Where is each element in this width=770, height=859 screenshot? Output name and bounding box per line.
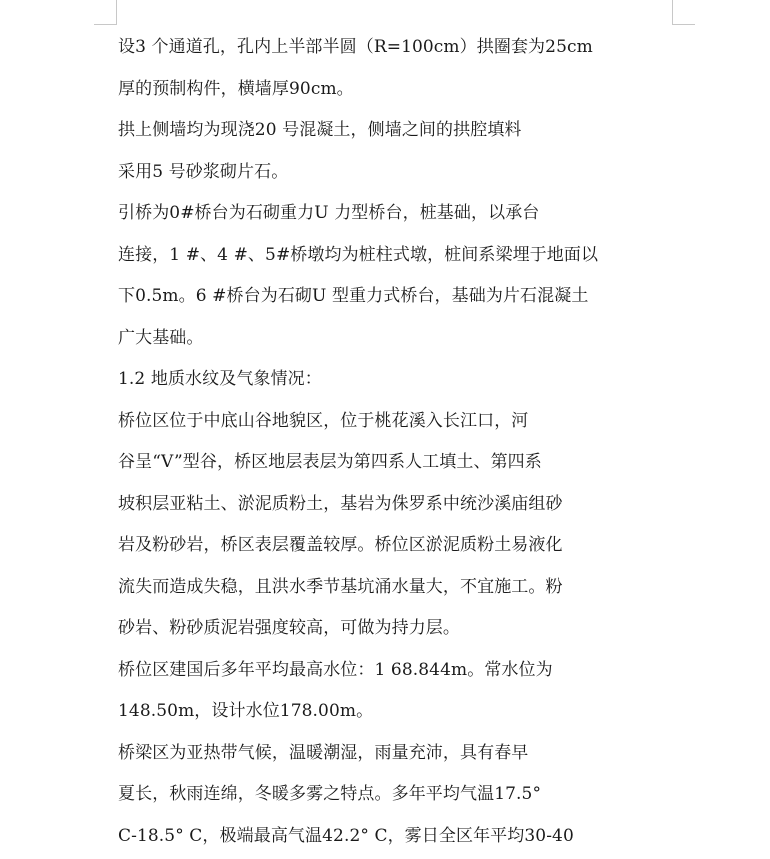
- text-line: 桥梁区为亚热带气候，温暖潮湿，雨量充沛，具有春早: [118, 735, 638, 777]
- text-line: 桥位区位于中底山谷地貌区，位于桃花溪入长江口，河: [118, 403, 638, 445]
- section-heading: 1.2 地质水纹及气象情况：: [118, 361, 638, 403]
- text-line: 桥位区建国后多年平均最高水位：1 68.844m。常水位为: [118, 652, 638, 694]
- crop-mark-top-left: [94, 0, 117, 25]
- crop-mark-top-right: [672, 0, 695, 25]
- text-line: C-18.5° C，极端最高气温42.2° C，雾日全区年平均30-40: [118, 818, 638, 859]
- text-line: 坡积层亚粘土、淤泥质粉土，基岩为侏罗系中统沙溪庙组砂: [118, 486, 638, 528]
- text-line: 拱上侧墙均为现浇20 号混凝土，侧墙之间的拱腔填料: [118, 112, 638, 154]
- text-line: 厚的预制构件，横墙厚90cm。: [118, 71, 638, 113]
- text-line: 广大基础。: [118, 320, 638, 362]
- document-body[interactable]: [118, 29, 638, 859]
- text-line: 下0.5m。6 #桥台为石砌U 型重力式桥台，基础为片石混凝土: [118, 278, 638, 320]
- text-line: 砂岩、粉砂质泥岩强度较高，可做为持力层。: [118, 610, 638, 652]
- text-line: 连接，1 #、4 #、5#桥墩均为桩柱式墩，桩间系梁埋于地面以: [118, 237, 638, 279]
- text-line: 夏长，秋雨连绵，冬暖多雾之特点。多年平均气温17.5°: [118, 776, 638, 818]
- text-line: 岩及粉砂岩，桥区表层覆盖较厚。桥位区淤泥质粉土易液化: [118, 527, 638, 569]
- text-line: 设3 个通道孔，孔内上半部半圆（R=100cm）拱圈套为25cm: [118, 29, 638, 71]
- text-line: 采用5 号砂浆砌片石。: [118, 154, 638, 196]
- text-line: 引桥为0#桥台为石砌重力U 力型桥台，桩基础，以承台: [118, 195, 638, 237]
- text-line: 148.50m，设计水位178.00m。: [118, 693, 638, 735]
- text-line: 流失而造成失稳，且洪水季节基坑涌水量大，不宜施工。粉: [118, 569, 638, 611]
- text-line: 谷呈“V”型谷，桥区地层表层为第四系人工填土、第四系: [118, 444, 638, 486]
